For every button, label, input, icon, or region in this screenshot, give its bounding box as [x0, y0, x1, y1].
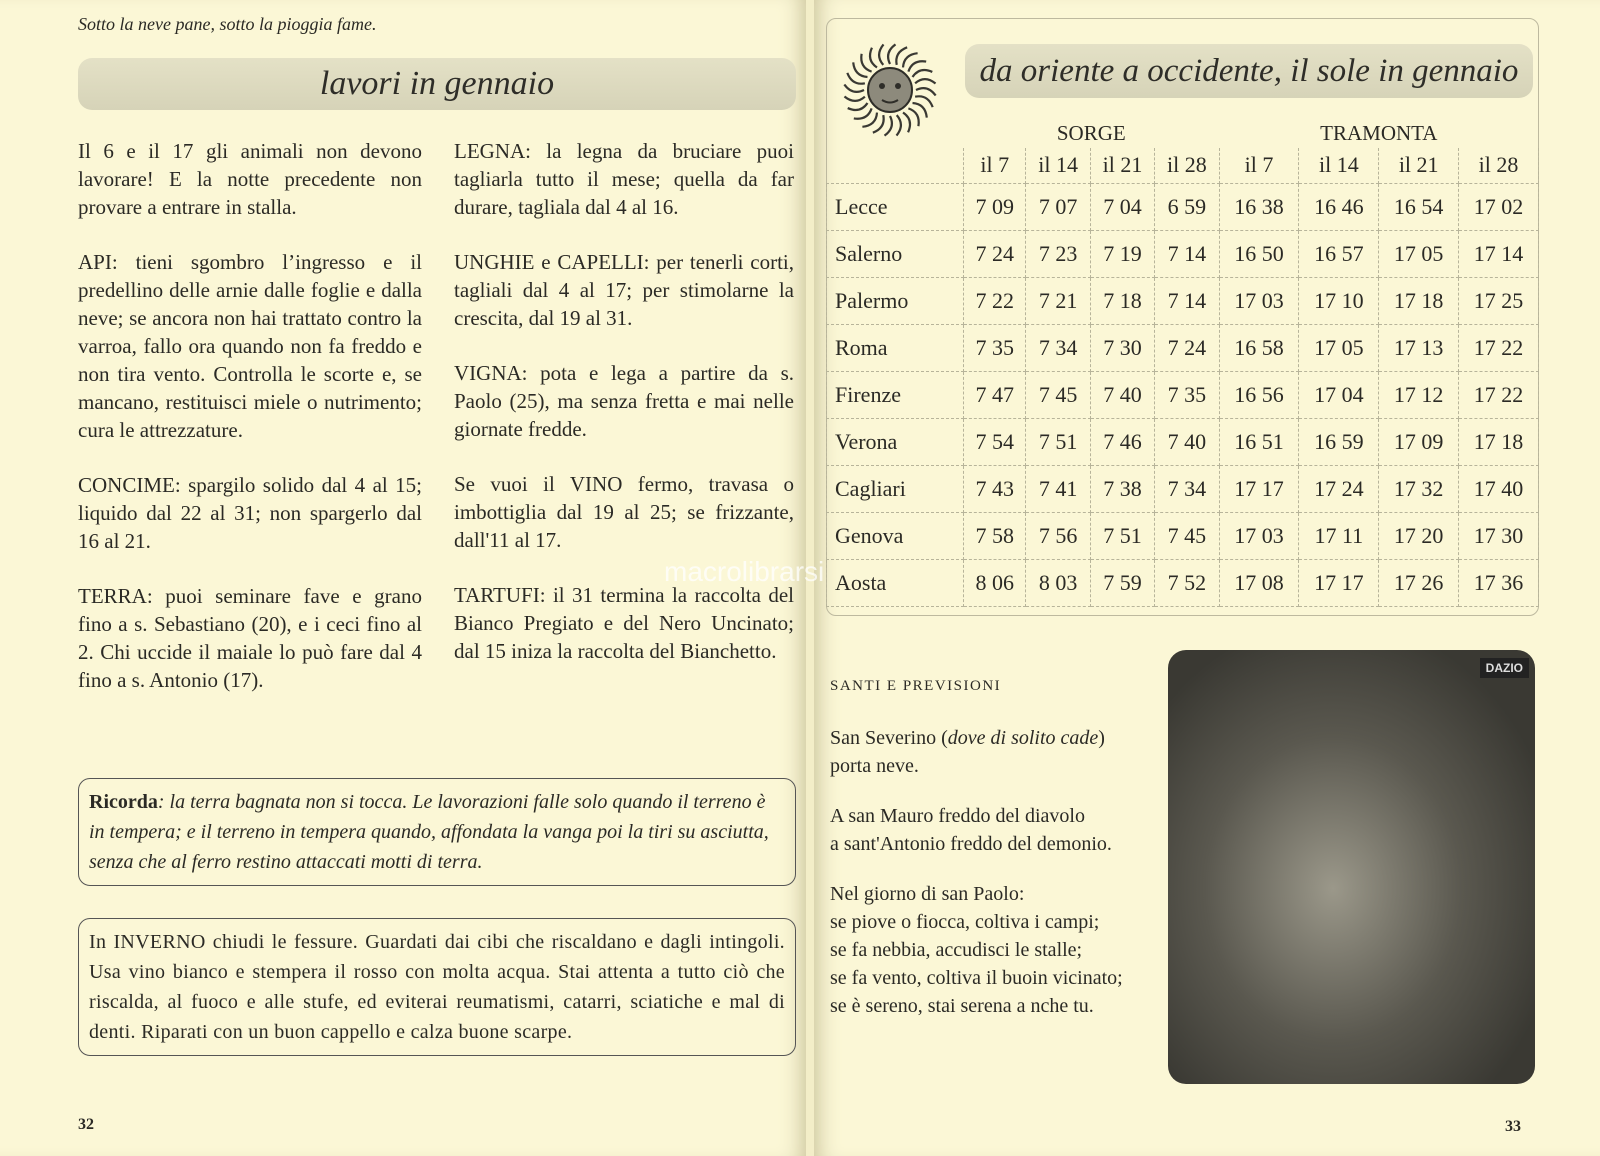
time-cell: 17 08 — [1219, 559, 1299, 606]
table-row — [827, 277, 1539, 324]
table-row — [827, 465, 1539, 512]
time-cell: 7 45 — [1155, 512, 1219, 559]
column-header: il 21 — [1090, 148, 1154, 183]
time-cell: 17 14 — [1459, 230, 1539, 277]
city-name: Genova — [827, 512, 964, 559]
inverno-box: In INVERNO chiudi le fessure. Guardati dai cibi che riscaldano e dagli intingoli. Usa vino bianco e stempera il rosso con molta acqua. Stai attenta a tutto ciò che riscalda, al fuoco e alle stufe, ed eviterai reumatismi, catarri, sciatiche e mal di denti. Riparati con un buon cappello e calza buone scarpe. — [78, 918, 796, 1056]
paragraph: Se vuoi il VINO fermo, travasa o imbottiglia dal 19 al 25; se frizzante, dall'11 al 17. — [454, 472, 794, 552]
city-name: Firenze — [827, 371, 964, 418]
time-cell: 8 03 — [1026, 559, 1090, 606]
time-cell: 17 30 — [1459, 512, 1539, 559]
time-cell: 17 22 — [1459, 324, 1539, 371]
column-1 — [78, 137, 422, 721]
time-cell: 17 09 — [1379, 418, 1459, 465]
time-cell: 17 13 — [1379, 324, 1459, 371]
time-cell: 7 24 — [964, 230, 1026, 277]
ricorda-text: : la terra bagnata non si tocca. Le lavorazioni falle solo quando il terreno è in tempera; e il terreno in tempera quando, affondata la vanga poi la tiri su asciutta, senza che al ferro restino attaccati motti di terra. — [89, 791, 769, 873]
group-tramonta: TRAMONTA — [1320, 120, 1438, 145]
time-cell: 16 58 — [1219, 324, 1299, 371]
time-cell: 7 56 — [1026, 512, 1090, 559]
time-cell: 17 18 — [1379, 277, 1459, 324]
watermark: macrolibrarsi — [664, 556, 825, 587]
time-cell: 17 02 — [1459, 183, 1539, 230]
column-header: il 14 — [1299, 148, 1379, 183]
time-cell: 16 57 — [1299, 230, 1379, 277]
paragraph: TERRA: puoi seminare fave e grano fino a s. Sebastiano (20), e i ceci fino al 2. Chi uccide il maiale lo può fare dal 4 fino a s. Antonio (17). — [78, 584, 422, 692]
page-number-right: 33 — [1505, 1118, 1521, 1135]
table-row — [827, 183, 1539, 230]
city-name: Salerno — [827, 230, 964, 277]
time-cell: 16 50 — [1219, 230, 1299, 277]
column-header: il 7 — [964, 148, 1026, 183]
time-cell: 7 07 — [1026, 183, 1090, 230]
time-cell: 17 20 — [1379, 512, 1459, 559]
proverb — [830, 724, 1190, 780]
column-header: il 28 — [1155, 148, 1219, 183]
time-cell: 7 41 — [1026, 465, 1090, 512]
time-cell: 7 30 — [1090, 324, 1154, 371]
sunrise-sunset-table — [826, 118, 1539, 607]
time-cell: 7 51 — [1090, 512, 1154, 559]
time-cell: 7 21 — [1026, 277, 1090, 324]
time-cell: 7 52 — [1155, 559, 1219, 606]
time-cell: 7 22 — [964, 277, 1026, 324]
time-cell: 17 12 — [1379, 371, 1459, 418]
time-cell: 17 40 — [1459, 465, 1539, 512]
time-cell: 17 17 — [1219, 465, 1299, 512]
ricorda-box — [78, 778, 796, 886]
time-cell: 7 09 — [964, 183, 1026, 230]
page-number: 32 — [78, 1116, 94, 1133]
time-cell: 17 32 — [1379, 465, 1459, 512]
time-cell: 17 05 — [1379, 230, 1459, 277]
time-cell: 7 34 — [1026, 324, 1090, 371]
proverb — [830, 802, 1190, 858]
table-row — [827, 230, 1539, 277]
time-cell: 17 10 — [1299, 277, 1379, 324]
time-cell: 17 36 — [1459, 559, 1539, 606]
column-2 — [454, 137, 794, 692]
group-sorge: SORGE — [1056, 120, 1126, 145]
time-cell: 7 40 — [1090, 371, 1154, 418]
time-cell: 17 05 — [1299, 324, 1379, 371]
engraving-illustration — [1168, 650, 1535, 1084]
paragraph: LEGNA: la legna da bruciare puoi tagliarla tutto il mese; quella da far durare, tagliala dal 4 al 16. — [454, 139, 794, 219]
city-name: Aosta — [827, 559, 964, 606]
table-row — [827, 512, 1539, 559]
time-cell: 7 43 — [964, 465, 1026, 512]
time-cell: 7 18 — [1090, 277, 1154, 324]
paragraph: VIGNA: pota e lega a partire da s. Paolo (25), ma senza fretta e mai nelle giornate fredde. — [454, 361, 794, 441]
column-header: il 28 — [1459, 148, 1539, 183]
time-cell: 7 47 — [964, 371, 1026, 418]
time-cell: 7 04 — [1090, 183, 1154, 230]
proverb — [830, 880, 1190, 1020]
city-name: Roma — [827, 324, 964, 371]
time-cell: 7 35 — [964, 324, 1026, 371]
paragraph: API: tieni sgombro l’ingresso e il predellino delle arnie dalle foglie e dalla neve; se ancora non hai trattato contro la varroa, fallo ora quando non fa freddo e non tira vento. Controlla le scorte e, se mancano, restituisci miele o nutrimento; cura le attrezzature. — [78, 250, 422, 442]
time-cell: 17 04 — [1299, 371, 1379, 418]
city-name: Lecce — [827, 183, 964, 230]
section-title-right: da oriente a occidente, il sole in gennaio — [965, 44, 1533, 98]
city-name: Verona — [827, 418, 964, 465]
time-cell: 17 17 — [1299, 559, 1379, 606]
table-row — [827, 324, 1539, 371]
time-cell: 7 54 — [964, 418, 1026, 465]
dazio-sign: DAZIO — [1480, 658, 1529, 678]
time-cell: 17 11 — [1299, 512, 1379, 559]
time-cell: 17 03 — [1219, 277, 1299, 324]
time-cell: 7 34 — [1155, 465, 1219, 512]
time-cell: 7 23 — [1026, 230, 1090, 277]
time-cell: 17 24 — [1299, 465, 1379, 512]
paragraph: UNGHIE e CAPELLI: per tenerli corti, tagliali dal 4 al 17; per stimolarne la crescita, dal 19 al 31. — [454, 250, 794, 330]
time-cell: 16 54 — [1379, 183, 1459, 230]
time-cell: 16 59 — [1299, 418, 1379, 465]
paragraph: TARTUFI: il 31 termina la raccolta del Bianco Pregiato e del Nero Uncinato; dal 15 iniza la raccolta del Bianchetto. — [454, 583, 794, 663]
ricorda-label: Ricorda — [89, 791, 158, 813]
table-row — [827, 371, 1539, 418]
city-name: Cagliari — [827, 465, 964, 512]
section-title: lavori in gennaio — [78, 58, 796, 110]
city-name: Palermo — [827, 277, 964, 324]
table-row — [827, 418, 1539, 465]
time-cell: 7 46 — [1090, 418, 1154, 465]
time-cell: 7 40 — [1155, 418, 1219, 465]
proverb-text: Nel giorno di san Paolo: se piove o fiocca, coltiva i campi; se fa nebbia, accudisci le stalle; se fa vento, coltiva il buoin vicinato; se è sereno, stai serena a nche tu. — [830, 883, 1123, 1017]
time-cell: 7 19 — [1090, 230, 1154, 277]
time-cell: 17 03 — [1219, 512, 1299, 559]
time-cell: 7 38 — [1090, 465, 1154, 512]
table-row — [827, 559, 1539, 606]
paragraph: CONCIME: spargilo solido dal 4 al 15; liquido dal 22 al 31; non spargerlo dal 16 al 21. — [78, 473, 422, 553]
motto: Sotto la neve pane, sotto la pioggia fame. — [78, 14, 377, 34]
time-cell: 17 25 — [1459, 277, 1539, 324]
time-cell: 7 59 — [1090, 559, 1154, 606]
time-cell: 17 22 — [1459, 371, 1539, 418]
time-cell: 7 14 — [1155, 230, 1219, 277]
column-header: il 21 — [1379, 148, 1459, 183]
santi-heading: SANTI E PREVISIONI — [830, 678, 1002, 694]
proverb-text: A san Mauro freddo del diavolo a sant'Antonio freddo del demonio. — [830, 805, 1112, 855]
proverb-text: ) porta neve. — [830, 727, 1105, 777]
time-cell: 7 58 — [964, 512, 1026, 559]
time-cell: 17 26 — [1379, 559, 1459, 606]
time-cell: 16 56 — [1219, 371, 1299, 418]
proverb-italic: dove di solito cade — [947, 727, 1099, 749]
proverb-text: San Severino ( — [830, 727, 948, 749]
time-cell: 7 51 — [1026, 418, 1090, 465]
paragraph: Il 6 e il 17 gli animali non devono lavorare! E la notte precedente non provare a entrare in stalla. — [78, 139, 422, 219]
time-cell: 8 06 — [964, 559, 1026, 606]
time-cell: 7 14 — [1155, 277, 1219, 324]
time-cell: 16 51 — [1219, 418, 1299, 465]
time-cell: 7 35 — [1155, 371, 1219, 418]
column-header: il 7 — [1219, 148, 1299, 183]
time-cell: 6 59 — [1155, 183, 1219, 230]
time-cell: 16 38 — [1219, 183, 1299, 230]
time-cell: 16 46 — [1299, 183, 1379, 230]
santi-proverbs — [830, 724, 1190, 1042]
time-cell: 17 18 — [1459, 418, 1539, 465]
time-cell: 7 24 — [1155, 324, 1219, 371]
column-header: il 14 — [1026, 148, 1090, 183]
time-cell: 7 45 — [1026, 371, 1090, 418]
